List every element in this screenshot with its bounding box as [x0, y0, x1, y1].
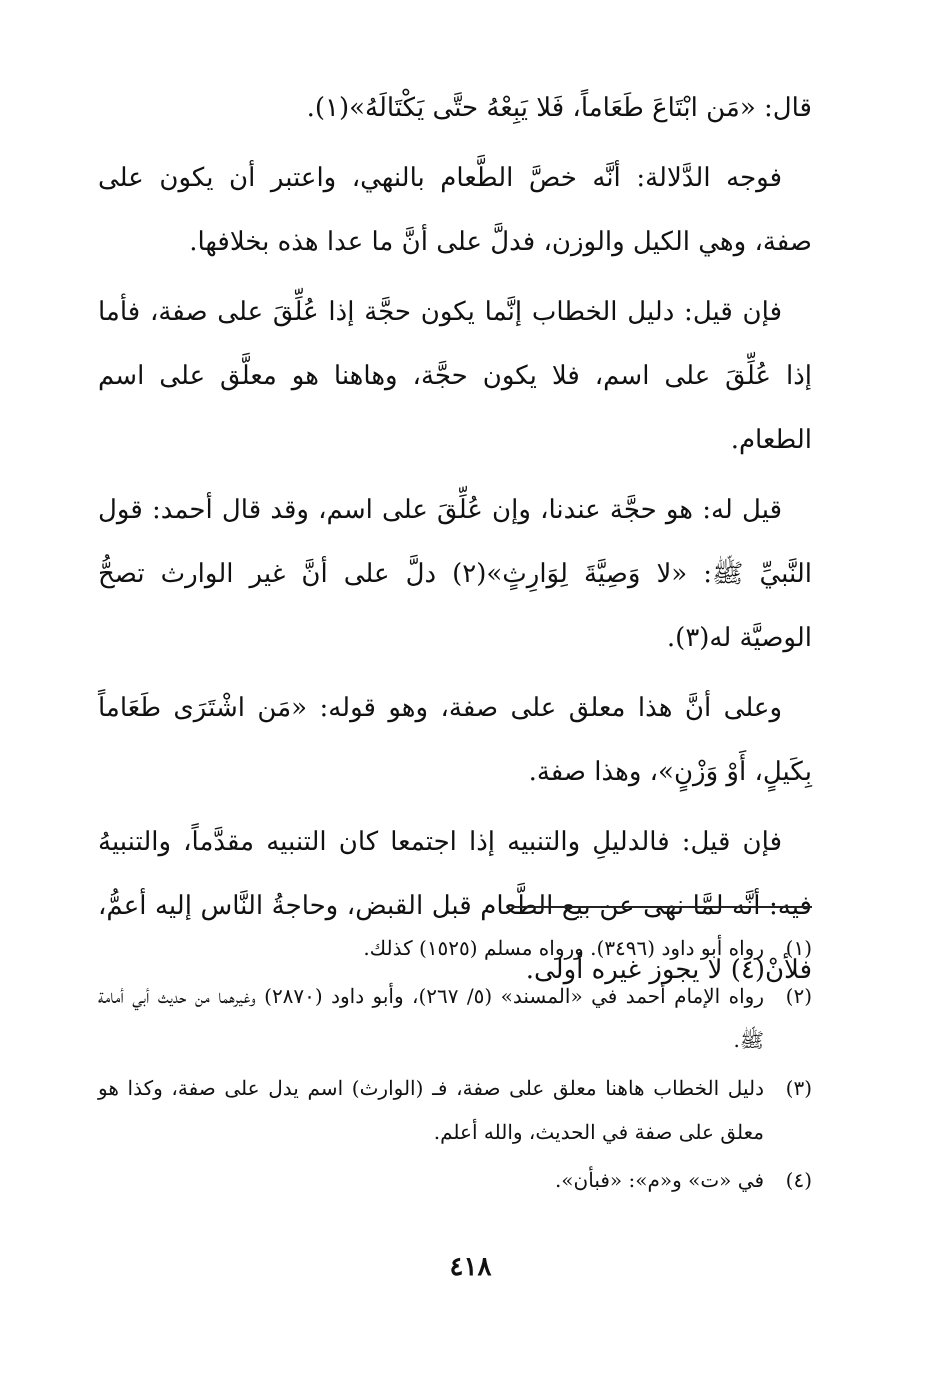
- paragraph-hadith-quote: قال: «مَن ابْتَاعَ طَعَاماً، فَلا يَبِعْهُ حتَّى يَكْتَالَهُ»(١).: [306, 93, 812, 123]
- footnote-item: [98, 1158, 812, 1202]
- footnotes: [98, 926, 812, 1206]
- footnote-item: [98, 926, 812, 970]
- paragraph-qualification: وعلى أنَّ هذا معلق على صفة، وهو قوله: «مَن اشْتَرَى طَعَاماً بِكَيلٍ، أَوْ وَزْنٍ»، وهذا صفة.: [98, 693, 812, 787]
- footnote-item: [98, 1066, 812, 1154]
- paragraph-second-objection: فإن قيل: فالدليلِ والتنبيه إذا اجتمعا كان التنبيه مقدَّماً، والتنبيهُ فيه: أنَّه لمَّا نهى عن بيع الطَّعام قبل القبض، وحاجةُ النَّاس إليه أعمُّ، فلأنْ(٤) لا يجوز غيره أولى.: [98, 827, 812, 985]
- main-text: [98, 76, 812, 1002]
- paragraph-objection: فإن قيل: دليل الخطاب إنَّما يكون حجَّة إذا عُلِّقَ على صفة، فأما إذا عُلِّقَ على اسم، فلا يكون حجَّة، وهاهنا هو معلَّق على اسم الطعام.: [98, 297, 812, 455]
- page-number: ٤١٨: [449, 1252, 492, 1282]
- footnote-text: رواه الإمام أحمد في «المسند» (٥/ ٢٦٧)، وأبو داود (٢٨٧٠) وغيرهما من حديث أبي أمامة ﷺ.: [98, 984, 764, 1052]
- footnote-item: [98, 974, 812, 1062]
- footnote-text: رواه أبو داود (٣٤٩٦). ورواه مسلم (١٥٢٥) كذلك.: [363, 936, 764, 960]
- footnote-text: دليل الخطاب هاهنا معلق على صفة، فـ (الوارث) اسم يدل على صفة، وكذا هو معلق على صفة في الحديث، والله أعلم.: [98, 1076, 764, 1144]
- paragraph-reply: قيل له: هو حجَّة عندنا، وإن عُلِّقَ على اسم، وقد قال أحمد: قول النَّبيِّ ﷺ: «لا وَصِيَّةَ لِوَارِثٍ»(٢) دلَّ على أنَّ غير الوارث تصحُّ الوصيَّة له(٣).: [98, 495, 812, 653]
- paragraph-evidence: فوجه الدَّلالة: أنَّه خصَّ الطَّعام بالنهي، واعتبر أن يكون على صفة، وهي الكيل والوزن، فدلَّ على أنَّ ما عدا هذه بخلافها.: [98, 163, 812, 257]
- footnote-number: (٢): [785, 984, 812, 1008]
- footnote-text: في «ت» و«م»: «فبأن».: [554, 1168, 764, 1192]
- footnote-number: (١): [785, 936, 812, 960]
- footnote-number: (٤): [785, 1168, 812, 1192]
- footnote-number: (٣): [785, 1076, 812, 1100]
- footnote-divider: [512, 906, 812, 908]
